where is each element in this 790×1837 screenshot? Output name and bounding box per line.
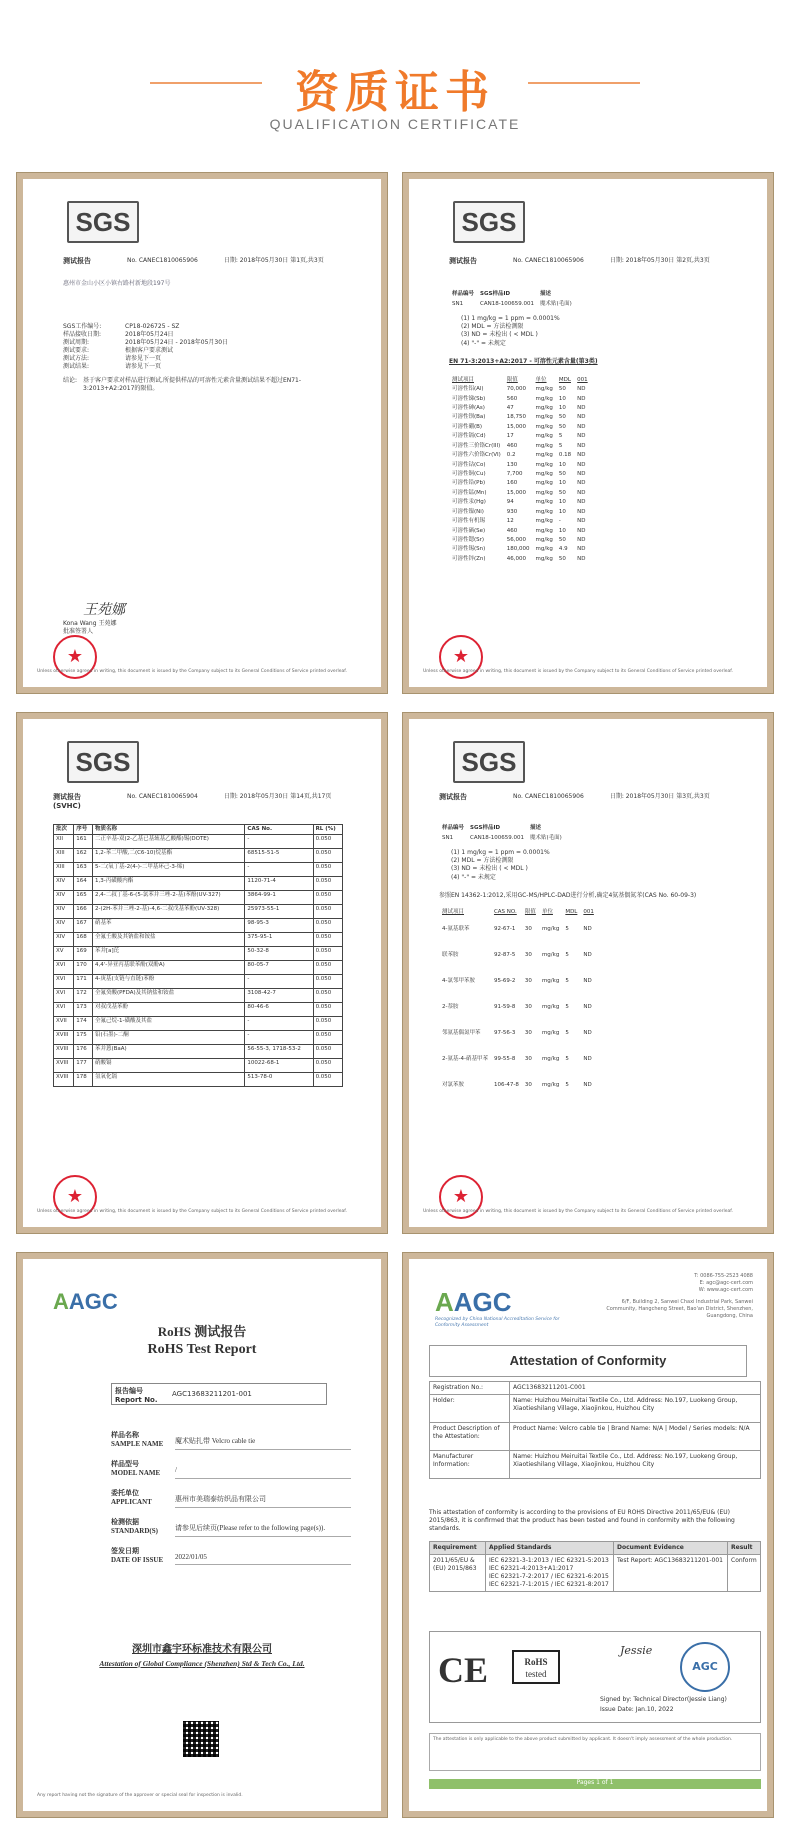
- report-date: 日期: 2018年05月30日 第1页,共3页: [223, 257, 324, 264]
- certificate-sgs-1: SGS 测试报告 No. CANEC1810065906 日期: 2018年05月30日 第1页,共3页 惠州市金山小区小镇右路村新地段197号 SGS工作编号: CP18-026725 - SZ 样品接收日期: 2018年05月24日 测试周期: 2018年05月24日 - 2018年05月30日 测试要求: 根据客户要求测试 测试方法: 请参见下一页 测试结果: 请参见下一页 结论: 基于客户要求对样品进行测试,所提供样品的可溶性元素含量测试结果不超过EN71-3:2013+A2:2017的限值。 王苑娜 Kona Wang 王苑娜 批准签署人 ★ Unless otherwise agreed in writing, this document is issued by the Company subject to its General Conditions of Service printed overleaf.: [16, 172, 388, 694]
- report-no: No. CANEC1810065906: [513, 257, 584, 264]
- report-no: No. CANEC1810065906: [127, 257, 198, 264]
- table-row: 4-氨基联苯 92-67-1 30 mg/kg 5 ND: [442, 926, 592, 933]
- report-field: 测试要求: 根据客户要求测试: [63, 346, 174, 354]
- title-en: RoHS Test Report: [147, 1342, 257, 1357]
- certificate-sgs-azo: [402, 712, 774, 1234]
- signature: Jessie: [620, 1644, 653, 1657]
- report-date: 日期: 2018年05月30日 第2页,共3页: [609, 257, 710, 264]
- note-line: (1) 1 mg/kg = 1 ppm = 0.0001%: [451, 849, 550, 857]
- footer-text: Any report having not the signature of the approver or special seal for inspection is invalid.: [37, 1793, 243, 1799]
- table-row: XVI 171 4-庚基(支链与直链)苯酚 - 0.050: [54, 975, 343, 989]
- report-field: 测试周期: 2018年05月24日 - 2018年05月30日: [63, 338, 229, 346]
- certificate-agc-rohs: [16, 1252, 388, 1818]
- column-header: 单位: [535, 376, 547, 383]
- sample-table: 样品编号 SGS样品ID 描述 SN1 CAN18-100659.001 魔术贴(毛面): [452, 291, 572, 307]
- sgs-seal: ★: [439, 635, 483, 679]
- table-row: 对氯苯胺 106-47-8 30 mg/kg 5 ND: [442, 1082, 592, 1089]
- ce-mark: CE: [438, 1650, 489, 1690]
- rohs-field: 检测依据 STANDARD(S) 请参见后续页(Please refer to the following page(s)).: [111, 1518, 351, 1537]
- column-header: Applied Standards: [486, 1542, 614, 1555]
- table-row: 可溶性锰(Mn) 15,000 mg/kg 50 ND: [452, 489, 586, 496]
- note-line: (3) ND = 未检出 ( < MDL ): [451, 865, 528, 873]
- column-header: 物质名称: [92, 824, 244, 834]
- column-header: 序号: [74, 824, 93, 834]
- column-header: 测试项目: [442, 908, 465, 915]
- report-field: 测试结果: 请参见下一页: [63, 363, 162, 370]
- report-no-box: 报告编号 Report No. AGC13683211201-001: [111, 1383, 327, 1405]
- sgs-seal: ★: [53, 1175, 97, 1219]
- sgs-logo: SGS: [67, 201, 139, 243]
- signed-by: Signed by: Technical Director(Jessie Liang): [600, 1696, 727, 1703]
- column-header: 限值: [506, 376, 518, 383]
- report-date: 日期: 2018年05月30日 第14页,共17页: [223, 793, 332, 800]
- table-row: 邻氨基偶氮甲苯 97-56-3 30 mg/kg 5 ND: [442, 1030, 592, 1037]
- footer-text: Unless otherwise agreed in writing, this document is issued by the Company subject to its General Conditions of Service printed overleaf.: [37, 1209, 347, 1215]
- sgs-logo: SGS: [453, 201, 525, 243]
- attestation-row: Holder: Name: Huizhou Meiruitai Textile Co., Ltd. Address: No.197, Luokeng Group, Xiaotieshilang Village, Xiaojinkou, Huizhou City: [430, 1395, 761, 1423]
- table-row: XIII 163 5-二(氧丁基-2(4-)-二甲基环己-3-烯) - 0.050: [54, 863, 343, 877]
- column-header: Requirement: [430, 1542, 486, 1555]
- table-row: 可溶性有机锡 12 mg/kg - ND: [452, 518, 586, 525]
- rohs-field: 样品型号 MODEL NAME /: [111, 1460, 351, 1479]
- table-row: 可溶性铅(Pb) 160 mg/kg 10 ND: [452, 480, 586, 487]
- table-row: XVIII 178 氢氧化镉 513-78-0 0.050: [54, 1073, 343, 1087]
- table-row: 可溶性砷(As) 47 mg/kg 10 ND: [452, 405, 586, 412]
- agc-seal: AGC: [680, 1642, 730, 1692]
- report-field: 样品接收日期: 2018年05月24日: [63, 330, 174, 338]
- table-row: XVIII 176 苯并蒽(BaA) 56-55-3, 1718-53-2 0.050: [54, 1045, 343, 1059]
- table-row: 可溶性镉(Cd) 17 mg/kg 5 ND: [452, 433, 586, 440]
- table-row: XIV 168 全氟壬酸及其钠盐和铵盐 375-95-1 0.050: [54, 933, 343, 947]
- table-row: XIV 167 硝基苯 98-95-3 0.050: [54, 919, 343, 933]
- column-header: 限值: [524, 908, 536, 915]
- table-row: 可溶性钡(Ba) 18,750 mg/kg 50 ND: [452, 414, 586, 421]
- table-row: 2-氨基-4-硝基甲苯 99-55-8 30 mg/kg 5 ND: [442, 1056, 592, 1063]
- rohs-field: 委托单位 APPLICANT 惠州市美瑞泰纺织品有限公司: [111, 1489, 351, 1508]
- statement: This attestation of conformity is according to the provisions of EU ROHS Directive 2011/65/EU& (EU) 2015/863, it is confirmed that the product has been tested and found in conformity with the following standards.: [429, 1509, 735, 1533]
- certificate-sgs-svhc: [16, 712, 388, 1234]
- table-row: 2011/65/EU & (EU) 2015/863 IEC 62321-3-1:2013 / IEC 62321-5:2013 IEC 62321-4:2013+A1:2017 IEC 62321-7-2:2017 / IEC 62321-6:2015 IEC 62321-7-1:2015 / IEC 62321-8:2017 Test Report: AGC13683211201-001 Conform: [430, 1555, 761, 1592]
- footer-text: Unless otherwise agreed in writing, this document is issued by the Company subject to its General Conditions of Service printed overleaf.: [423, 669, 733, 675]
- report-title: 测试报告: [439, 793, 467, 801]
- table-row: XIII 162 1,2-苯二甲酸,二(C6-10)烷基酯 68515-51-5 0.050: [54, 849, 343, 863]
- attestation-row: Registration No.: AGC13683211201-C001: [430, 1382, 761, 1395]
- table-row: 2-萘胺 91-59-8 30 mg/kg 5 ND: [442, 1004, 592, 1011]
- note-line: (2) MDL = 方法检测限: [451, 857, 514, 865]
- conclusion: 基于客户要求对样品进行测试,所提供样品的可溶性元素含量测试结果不超过EN71-3:2013+A2:2017的限值。: [83, 377, 302, 393]
- page-subtitle: QUALIFICATION CERTIFICATE: [269, 116, 521, 132]
- note-line: (4) "-" = 未规定: [451, 873, 496, 881]
- table-row: 可溶性硼(B) 15,000 mg/kg 50 ND: [452, 423, 586, 430]
- column-header: CAS No.: [245, 824, 313, 834]
- column-header: 001: [583, 908, 594, 915]
- report-date: 日期: 2018年05月30日 第3页,共3页: [609, 793, 710, 800]
- attestation-row: Manufacturer Information: Name: Huizhou Meiruitai Textile Co., Ltd. Address: No.197, Luokeng Group, Xiaotieshilang Village, Xiaojinkou, Huizhou City: [430, 1451, 761, 1479]
- column-header: Result: [728, 1542, 761, 1555]
- issue-date: Issue Date: Jan.10, 2022: [600, 1706, 674, 1713]
- table-row: 联苯胺 92-87-5 30 mg/kg 5 ND: [442, 952, 592, 959]
- table-row: 4-氯邻甲苯胺 95-69-2 30 mg/kg 5 ND: [442, 978, 592, 985]
- note-line: (1) 1 mg/kg = 1 ppm = 0.0001%: [461, 315, 560, 323]
- rohs-field: 签发日期 DATE OF ISSUE 2022/01/05: [111, 1547, 351, 1566]
- sgs-seal: ★: [53, 635, 97, 679]
- standards-table: [429, 1541, 761, 1592]
- footer-text: Unless otherwise agreed in writing, this document is issued by the Company subject to its General Conditions of Service printed overleaf.: [37, 669, 347, 675]
- table-row: XV 169 苯并[a]芘 50-32-8 0.050: [54, 947, 343, 961]
- signature-block: [429, 1631, 761, 1723]
- signature: 王苑娜: [83, 602, 125, 618]
- column-header: MDL: [558, 376, 571, 383]
- results-table: [449, 376, 591, 564]
- table-row: XIV 166 2-(2H-苯并三唑-2-基)-4,6-二叔戊基苯酚(UV-328) 25973-55-1 0.050: [54, 905, 343, 919]
- report-title: 测试报告: [63, 257, 91, 265]
- certificate-sgs-2: [402, 172, 774, 694]
- rohs-fields: [111, 1431, 351, 1575]
- table-row: 可溶性六价铬Cr(VI) 0.2 mg/kg 0.18 ND: [452, 452, 586, 459]
- report-no: No. CANEC1810065906: [513, 793, 584, 800]
- attestation-fields: [429, 1381, 761, 1479]
- column-header: MDL: [565, 908, 578, 915]
- table-row: 可溶性锶(Sr) 56,000 mg/kg 50 ND: [452, 536, 586, 543]
- results-table: [439, 908, 597, 1099]
- column-header: RL (%): [313, 824, 342, 834]
- table-row: 可溶性三价铬Cr(III) 460 mg/kg 5 ND: [452, 442, 586, 449]
- table-row: XVII 174 全氟己烷-1-磺酸及其盐 - 0.050: [54, 1017, 343, 1031]
- report-field: 测试方法: 请参见下一页: [63, 354, 162, 362]
- attestation-title: Attestation of Conformity: [429, 1345, 747, 1377]
- header-right-line: [528, 82, 640, 84]
- rohs-field: 样品名称 SAMPLE NAME 魔术贴扎带 Velcro cable tie: [111, 1431, 351, 1450]
- contact-info: T: 0086-755-2523 4088 E: agc@agc-cert.com W: www.agc-cert.com: [694, 1273, 753, 1293]
- signer-title: 批准签署人: [63, 627, 94, 635]
- report-field: SGS工作编号: CP18-026725 - SZ: [63, 322, 180, 330]
- svhc-table: [53, 824, 343, 1087]
- certificate-agc-conformity: [402, 1252, 774, 1818]
- rohs-badge: RoHS tested: [512, 1650, 560, 1684]
- table-row: 可溶性锑(Sb) 560 mg/kg 10 ND: [452, 395, 586, 402]
- page-title: 资质证书: [295, 67, 495, 118]
- column-header: 单位: [541, 908, 553, 915]
- note-line: (3) ND = 未检出 ( < MDL ): [461, 331, 538, 339]
- attestation-row: Product Description of the Attestation: Product Name: Velcro cable tie | Brand Name: N/A | Model / Series models: N/A: [430, 1423, 761, 1451]
- agc-address: 6/F, Building 2, Sanwei Chaxi Industrial Park, Sanwei Community, Hangcheng Street, Bao'an District, Shenzhen, Guangdong, China: [606, 1299, 753, 1319]
- note-line: (4) "-" = 未规定: [461, 339, 506, 347]
- table-row: 可溶性钴(Co) 130 mg/kg 10 ND: [452, 461, 586, 468]
- table-row: XVIII 175 铅(石墨)-二酮 - 0.050: [54, 1031, 343, 1045]
- note-line: (2) MDL = 方法检测限: [461, 323, 524, 331]
- page-indicator: Pages 1 of 1: [429, 1779, 761, 1789]
- client-address: 惠州市金山小区小镇右路村新地段197号: [63, 280, 171, 288]
- table-row: XVIII 177 硝酸镉 10022-68-1 0.050: [54, 1059, 343, 1073]
- table-row: XIV 165 2,4-二叔丁基-6-(5-氯苯并三唑-2-基)苯酚(UV-327) 3864-99-1 0.050: [54, 891, 343, 905]
- table-row: XVI 172 全氟癸酸(PFDA)及其钠盐和铵盐 3108-42-7 0.050: [54, 989, 343, 1003]
- column-header: 批次: [54, 824, 74, 834]
- cnas-note: Recognized by China National Accreditation Service for Conformity Assessment: [435, 1317, 560, 1329]
- agc-logo: AAGC: [53, 1289, 118, 1314]
- column-header: 测试项目: [452, 376, 475, 383]
- table-row: XVI 170 4,4'-异亚丙基联苯酚(双酚A) 80-05-7 0.050: [54, 961, 343, 975]
- table-row: 可溶性铜(Cu) 7,700 mg/kg 50 ND: [452, 470, 586, 477]
- title-cn: RoHS 测试报告: [157, 1324, 247, 1339]
- org-cn: 深圳市鑫宇环标准技术有限公司: [132, 1644, 272, 1655]
- report-title: 测试报告: [449, 257, 477, 265]
- footer-text: Unless otherwise agreed in writing, this document is issued by the Company subject to its General Conditions of Service printed overleaf.: [423, 1209, 733, 1215]
- column-header: 001: [577, 376, 588, 383]
- table-row: 可溶性锌(Zn) 46,000 mg/kg 50 ND: [452, 555, 586, 562]
- test-method: 参照EN 14362-1:2012,采用GC-MS/HPLC-DAD进行分析,确定4氨基偶氮苯(CAS No. 60-09-3): [439, 891, 697, 899]
- disclaimer: The attestation is only applicable to the above product submitted by applicant. It doesn't imply assessment of the whole production.: [429, 1733, 761, 1771]
- report-no: No. CANEC1810065904: [127, 793, 198, 800]
- sample-table: 样品编号 SGS样品ID 描述 SN1 CAN18-100659.001 魔术贴(毛面): [442, 825, 562, 841]
- signer-name: Kona Wang 王苑娜: [63, 619, 117, 627]
- table-row: 可溶性硒(Se) 460 mg/kg 10 ND: [452, 527, 586, 534]
- sgs-logo: SGS: [67, 741, 139, 783]
- page-header: [0, 0, 790, 150]
- table-row: 可溶性铝(Al) 70,000 mg/kg 50 ND: [452, 386, 586, 393]
- report-title: 测试报告: [53, 793, 81, 801]
- notes: [451, 849, 751, 881]
- test-standard: EN 71-3:2013+A2:2017 - 可溶性元素含量(第3类): [449, 357, 598, 365]
- table-row: 可溶性镍(Ni) 930 mg/kg 10 ND: [452, 508, 586, 515]
- table-row: 可溶性汞(Hg) 94 mg/kg 10 ND: [452, 499, 586, 506]
- org-en: Attestation of Global Compliance (Shenzhen) Std & Tech Co., Ltd.: [99, 1659, 305, 1668]
- table-row: 可溶性锡(Sn) 180,000 mg/kg 4.9 ND: [452, 546, 586, 553]
- table-row: XVI 173 对叔戊基苯酚 80-46-6 0.050: [54, 1003, 343, 1017]
- table-row: XII 161 二正辛基-双(2-乙基已基巯基乙酸酯)锡(DOTE) - 0.050: [54, 835, 343, 849]
- svhc-label: (SVHC): [53, 802, 81, 811]
- report-fields: [63, 323, 361, 372]
- qr-code: [183, 1721, 219, 1757]
- table-row: XIV 164 1,3-丙磺酸内酯 1120-71-4 0.050: [54, 877, 343, 891]
- agc-logo: AAGC: [435, 1287, 512, 1317]
- column-header: Document Evidence: [614, 1542, 728, 1555]
- notes: [461, 315, 747, 347]
- column-header: CAS NO.: [493, 908, 517, 915]
- sgs-logo: SGS: [453, 741, 525, 783]
- sgs-seal: ★: [439, 1175, 483, 1219]
